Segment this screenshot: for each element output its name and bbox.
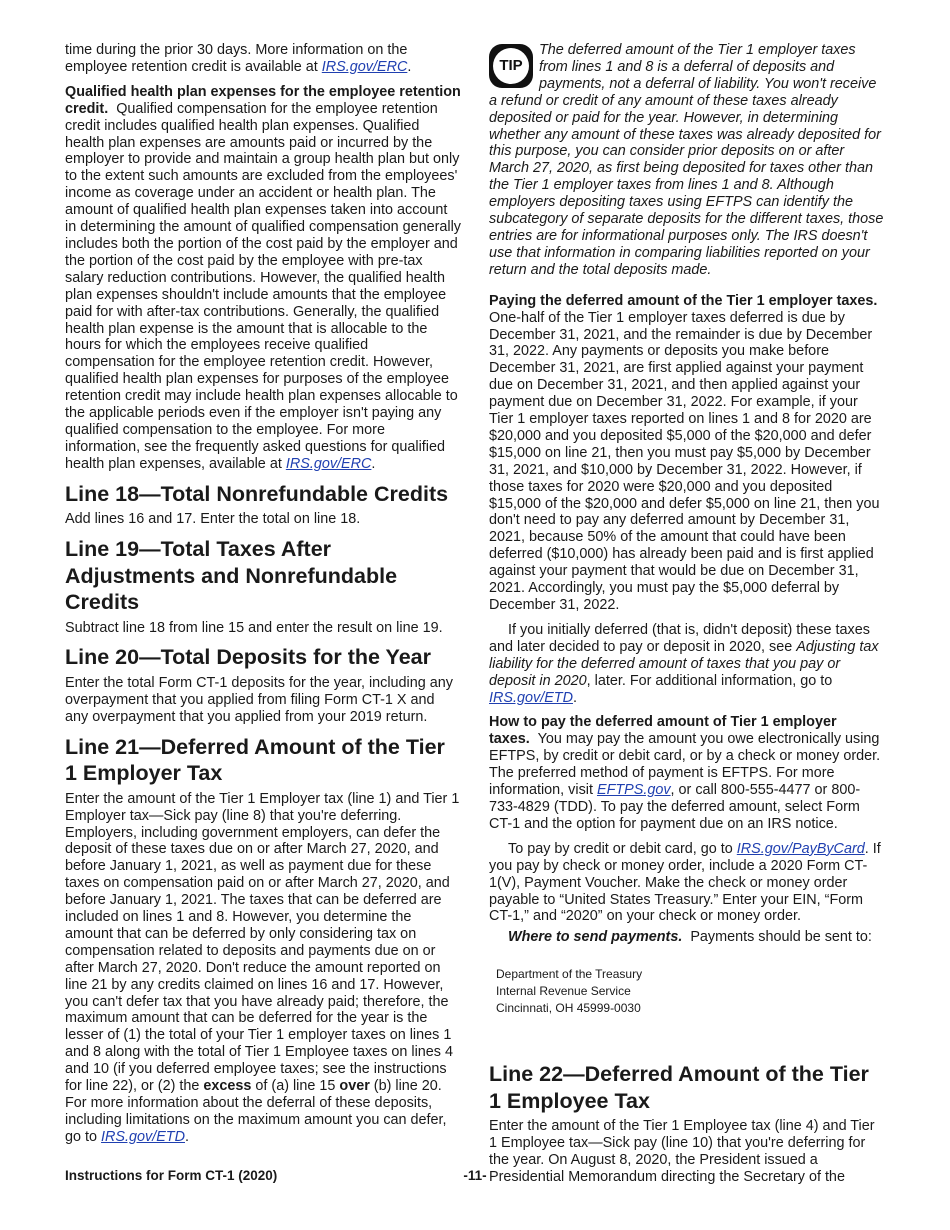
right-column xyxy=(489,42,885,1194)
tip-box xyxy=(489,42,885,279)
paragraph-how-to-pay xyxy=(489,714,885,832)
text: Qualified compensation for the employee retention credit includes qualified health plan expenses. Qualified health plan expenses are amounts paid or incurred by the employer to provide and maintain a group health plan but only to the extent such amounts are excluded from the employees' income as coverage under an accident or health plan. The amount of qualified health plan expenses taken into account in determining the amount of qualified compensation generally includes both the portion of the cost paid by the employer and the portion of the cost paid by the employee with pre-tax salary reduction contributions. However, the qualified health plan expenses shouldn't include amounts that the employee paid for with after-tax contributions. Generally, the qualified health plan expense is the amount that is allocable to the hours for which the employees receive qualified compensation for the employee retention credit. However, qualified health plan expenses for purposes of the employee retention credit may include health plan expenses allocable to the applicable periods even if the employer isn't paying any qualified compensation to the employee. For more information, see the frequently asked questions for qualified health plan expenses, available at xyxy=(65,100,461,472)
irs-erc-link[interactable]: IRS.gov/ERC xyxy=(321,58,408,75)
address-line: Department of the Treasury xyxy=(496,967,643,982)
address-line: Cincinnati, OH 45999-0030 xyxy=(496,1001,641,1016)
paragraph-line-18: Add lines 16 and 17. Enter the total on line 18. xyxy=(65,511,361,528)
paragraph-line-19: Subtract line 18 from line 15 and enter the result on line 19. xyxy=(65,619,443,636)
irs-etd-link-2[interactable]: IRS.gov/ETD xyxy=(489,689,573,706)
irs-erc-link-2[interactable]: IRS.gov/ERC xyxy=(285,455,372,472)
text: of (a) line 15 xyxy=(251,1078,340,1095)
tip-text: The deferred amount of the Tier 1 employer taxes from lines 1 and 8 is a deferral of deposits and payments, not a deferral of liability. You won't receive a refund or credit of any amount of these taxes already deposited or paid for the year. However, in determining whether any amount of these taxes was already deposited for this purpose, you can consider prior deposits on or after March 27, 2020, as first being deposited for taxes other than the Tier 1 employer taxes from lines 1 and 8. Although employers depositing taxes using EFTPS can identify the subcategory of separate deposits for the different taxes, those entries are for informational purposes only. The IRS doesn't use that information in comparing liabilities reported on your return and the total deposits made. xyxy=(489,42,884,278)
paragraph-card-payment xyxy=(489,841,885,926)
heading-line-18: Line 18—Total Nonrefundable Credits xyxy=(65,481,449,506)
eftps-link[interactable]: EFTPS.gov xyxy=(596,782,671,799)
heading-line-21: Line 21—Deferred Amount of the Tier 1 Employer Tax xyxy=(65,734,445,786)
text: . xyxy=(572,689,577,706)
paragraph-initially-deferred xyxy=(489,622,885,707)
paybycard-link[interactable]: IRS.gov/PayByCard xyxy=(736,840,865,857)
italic-text: Adjusting tax liability for the deferred amount of taxes that you pay or deposit in 2020 xyxy=(489,638,879,689)
paragraph-erc-info xyxy=(65,42,461,76)
run-in-heading: Where to send payments. xyxy=(508,929,683,946)
irs-etd-link[interactable]: IRS.gov/ETD xyxy=(101,1128,185,1145)
text: , later. For additional information, go to xyxy=(586,672,833,689)
tip-icon-label: TIP xyxy=(499,56,523,74)
text: . xyxy=(185,1128,189,1145)
text: . xyxy=(371,455,376,472)
heading-line-22: Line 22—Deferred Amount of the Tier 1 Employee Tax xyxy=(489,1062,869,1113)
paragraph-line-22: Enter the amount of the Tier 1 Employee tax (line 4) and Tier 1 Employee tax—Sick pay (line 10) that you're deferring for the year. On August 8, 2020, the President issued a Presidential Memorandum directing the Secretary of the xyxy=(489,1118,875,1185)
text: One-half of the Tier 1 employer taxes deferred is due by December 31, 2021, and the remainder is due by December 31, 2022. Any payments or deposits you make before December 31, 2021, are first applied against your payment due on December 31, 2021, and then applied against your payment due on December 31, 2022. For example, if your Tier 1 employer taxes reported on lines 1 and 8 for 2020 are $20,000 and you deposited $5,000 of the $20,000 and defer $15,000 on line 21, then you must pay $5,000 by December 31, 2021, and $10,000 by December 31, 2022. However, if those taxes for 2020 were $20,000 and you deposited $15,000 of the $20,000 and defer $5,000 on line 21, then you don't need to pay any deferred amount by December 31, 2021, because 50% of the amount that could have been deferred ($10,000) has already been paid and is first applied against your payment that would be due on December 31, 2021. Accordingly, you must pay the $5,000 deferral by December 31, 2022. xyxy=(489,309,880,613)
text: . If you pay by check or money order, include a 2020 Form CT-1(V), Payment Voucher. Make the check or money order payable to “United States Treasury.” Enter your EIN, “Form CT-1,” and “2020” on your check or money order. xyxy=(489,840,881,925)
text: Payments should be sent to: xyxy=(690,929,872,946)
bold-text: excess xyxy=(203,1078,252,1095)
mailing-address xyxy=(496,966,885,1017)
run-in-heading: Qualified health plan expenses for the employee retention credit. xyxy=(65,83,461,117)
text: Enter the amount of the Tier 1 Employer tax (line 1) and Tier 1 Employer tax—Sick pay (line 8) that you're deferring. Employers, including government employers, can defer the deposit of these taxes due on or after March 27, 2020, and before January 1, 2021, as well as payment due for these taxes on compensation paid on or after March 27, 2020, and before January 1, 2021. The taxes that can be deferred are included on lines 1 and 8. However, you determine the amount that can be deferred by only considering tax on compensation related to deposits and payments due on or after March 27, 2020. Don't reduce the amount reported on line 21 by any credits claimed on lines 16 and 17. However, you can't defer tax that you have already paid; therefore, the maximum amount that can be deferred for the year is the lesser of (1) the total of your Tier 1 employer taxes on lines 1 and 8 along with the total of Tier 1 Employee taxes on lines 4 and 10 (if you deferred employee taxes; see the instructions for line 22), or (2) the xyxy=(65,790,460,1095)
text: , or call 800-555-4477 or 800-733-4829 (TDD). To pay the deferred amount, select Form CT-1 and the option for payment due on an IRS notice. xyxy=(489,782,861,832)
text: You may pay the amount you owe electronically using EFTPS, by credit or debit card, or by a check or money order. The preferred method of payment is EFTPS. For more information, visit xyxy=(489,731,881,799)
text: To pay by credit or debit card, go to xyxy=(508,840,737,857)
paragraph-paying-deferred xyxy=(489,293,885,614)
heading-line-20: Line 20—Total Deposits for the Year xyxy=(65,645,431,670)
text: . xyxy=(407,58,412,75)
paragraph-line-21 xyxy=(65,791,461,1146)
tip-icon xyxy=(489,44,533,88)
bold-text: over xyxy=(339,1078,370,1095)
paragraph-line-20: Enter the total Form CT-1 deposits for the year, including any overpayment that you applied from filing Form CT-1 X and any overpayment that you applied from your 2019 return. xyxy=(65,674,453,725)
paragraph-qualified-health xyxy=(65,84,461,473)
footer-page-number: -11- xyxy=(463,1168,487,1183)
text: time during the prior 30 days. More information on the employee retention credit is available at xyxy=(65,42,408,75)
heading-line-19: Line 19—Total Taxes After Adjustments and Nonrefundable Credits xyxy=(65,537,398,615)
address-line: Internal Revenue Service xyxy=(496,984,631,999)
paragraph-where-to-send xyxy=(489,929,885,946)
left-column xyxy=(65,42,461,1154)
text: If you initially deferred (that is, didn't deposit) these taxes and later decided to pay or deposit in 2020, see xyxy=(489,621,870,655)
run-in-heading: Paying the deferred amount of the Tier 1 employer taxes. xyxy=(489,292,878,309)
text: (b) line 20. For more information about the deferral of these deposits, including limitations on the maximum amount you can defer, go to xyxy=(65,1078,447,1145)
footer-form-title: Instructions for Form CT-1 (2020) xyxy=(65,1168,278,1183)
run-in-heading: How to pay the deferred amount of Tier 1 employer taxes. xyxy=(489,714,837,748)
